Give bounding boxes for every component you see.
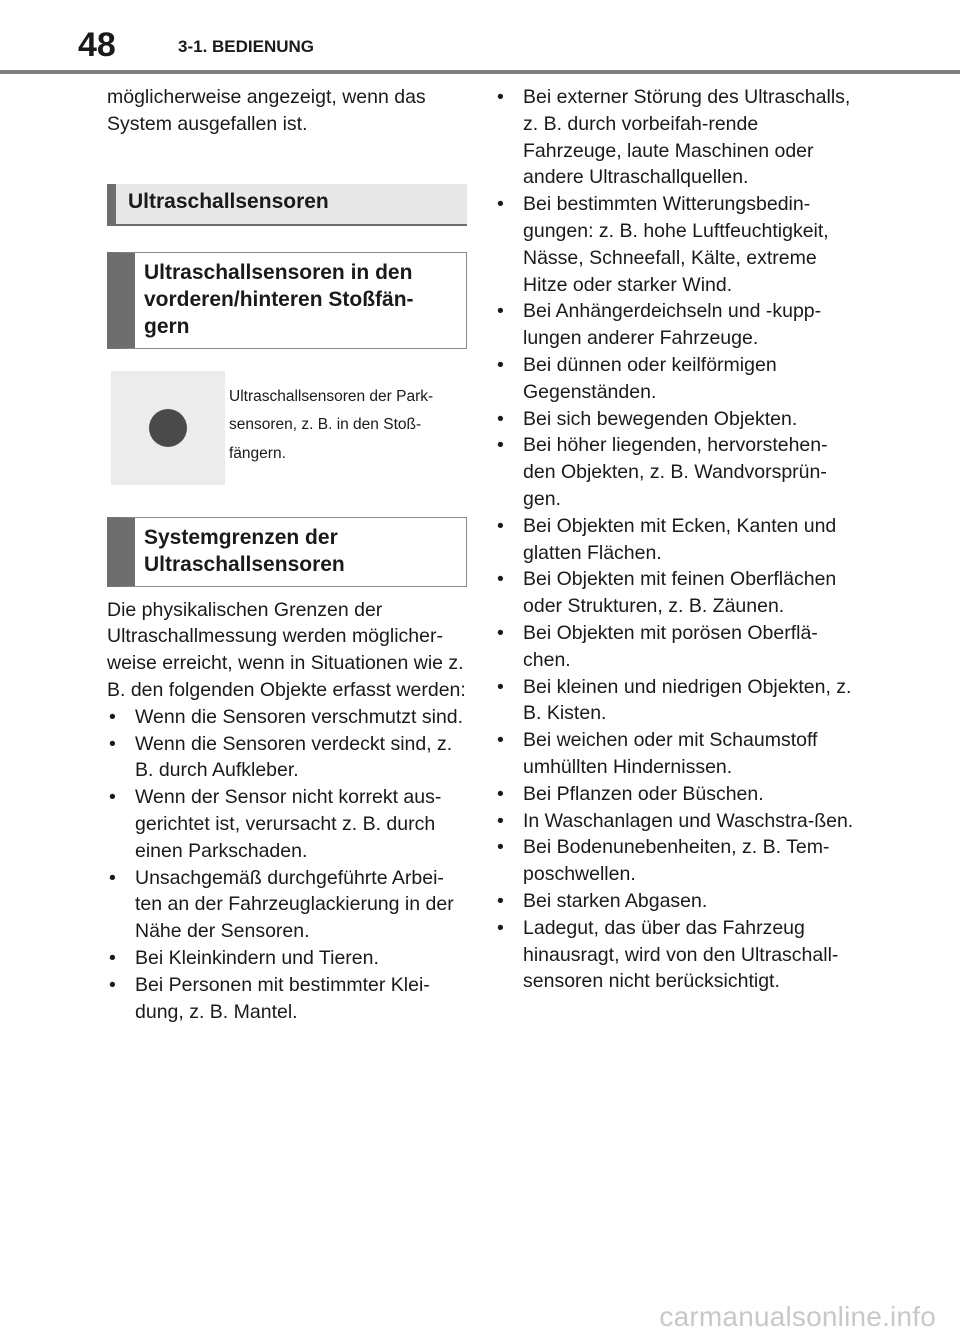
- list-item: • Bei sich bewegenden Objekten.: [495, 406, 855, 433]
- list-item: • Bei Kleinkindern und Tieren.: [107, 945, 467, 972]
- list-item: • Bei Bodenunebenheiten, z. B. Tem-poschwellen.: [495, 834, 855, 888]
- figure-caption: Ultraschallsensoren der Park-sensoren, z. B. in den Stoß-fängern.: [229, 387, 434, 462]
- list-item: • Bei höher liegenden, hervorstehen-den Objekten, z. B. Wandvorsprün-gen.: [495, 432, 855, 512]
- list-item: • Bei dünnen oder keilförmigen Gegenständen.: [495, 352, 855, 406]
- list-item: • Bei Objekten mit Ecken, Kanten und glatten Flächen.: [495, 513, 855, 567]
- sensor-icon: [149, 409, 187, 447]
- sensor-image: [111, 371, 225, 485]
- left-bullet-list: [107, 704, 467, 1026]
- subheading-label: Systemgrenzen der Ultraschallsensoren: [144, 525, 345, 576]
- section-title: 3-1. BEDIENUNG: [178, 37, 315, 56]
- list-item: • Wenn der Sensor nicht korrekt aus-gerichtet ist, verursacht z. B. durch einen Parkschaden.: [107, 784, 467, 864]
- sensor-figure: [107, 371, 467, 485]
- right-bullet-list: [495, 84, 855, 995]
- left-column: [107, 84, 467, 1025]
- list-item: • Bei Objekten mit porösen Oberflä-chen.: [495, 620, 855, 674]
- list-item: • Bei Objekten mit feinen Oberflächen oder Strukturen, z. B. Zäunen.: [495, 566, 855, 620]
- list-item: • Bei Anhängerdeichseln und -kupp-lungen anderer Fahrzeuge.: [495, 298, 855, 352]
- page-number: 48: [78, 26, 116, 64]
- list-item: • Bei externer Störung des Ultraschalls, z. B. durch vorbeifah-rende Fahrzeuge, laute Maschinen oder andere Ultraschallquellen.: [495, 84, 855, 191]
- subheading-system-limits: [107, 517, 467, 587]
- subheading-label: Ultraschallsensoren in den vorderen/hinteren Stoßfän-gern: [144, 260, 414, 338]
- header-divider: [0, 70, 960, 74]
- list-item: • Bei bestimmten Witterungsbedin-gungen: z. B. hohe Luftfeuchtigkeit, Nässe, Schneefall, Kälte, extreme Hitze oder starker Wind.: [495, 191, 855, 298]
- subheading-front-rear-sensors: [107, 252, 467, 349]
- intro-paragraph: möglicherweise angezeigt, wenn das System ausgefallen ist.: [107, 86, 426, 135]
- list-item: • Bei Personen mit bestimmter Klei-dung, z. B. Mantel.: [107, 972, 467, 1026]
- list-item: • Ladegut, das über das Fahrzeug hinausragt, wird von den Ultraschall-sensoren nicht berücksichtigt.: [495, 915, 855, 995]
- list-item: • Wenn die Sensoren verschmutzt sind.: [107, 704, 467, 731]
- list-item: • Bei weichen oder mit Schaumstoff umhüllten Hindernissen.: [495, 727, 855, 781]
- list-item: • Wenn die Sensoren verdeckt sind, z. B. durch Aufkleber.: [107, 731, 467, 785]
- limits-intro-paragraph: Die physikalischen Grenzen der Ultraschallmessung werden möglicher-weise erreicht, wenn in Situationen wie z. B. den folgenden Objekte erfasst werden:: [107, 598, 466, 701]
- list-item: • In Waschanlagen und Waschstra-ßen.: [495, 808, 855, 835]
- right-column: [495, 84, 855, 995]
- list-item: • Unsachgemäß durchgeführte Arbei-ten an der Fahrzeuglackierung in der Nähe der Sensoren.: [107, 865, 467, 945]
- list-item: • Bei Pflanzen oder Büschen.: [495, 781, 855, 808]
- section-heading-ultrasonic: [107, 184, 467, 226]
- watermark-link[interactable]: carmanualsonline.info: [659, 1301, 936, 1332]
- list-item: • Bei starken Abgasen.: [495, 888, 855, 915]
- section-heading-label: Ultraschallsensoren: [128, 189, 329, 213]
- list-item: • Bei kleinen und niedrigen Objekten, z. B. Kisten.: [495, 674, 855, 728]
